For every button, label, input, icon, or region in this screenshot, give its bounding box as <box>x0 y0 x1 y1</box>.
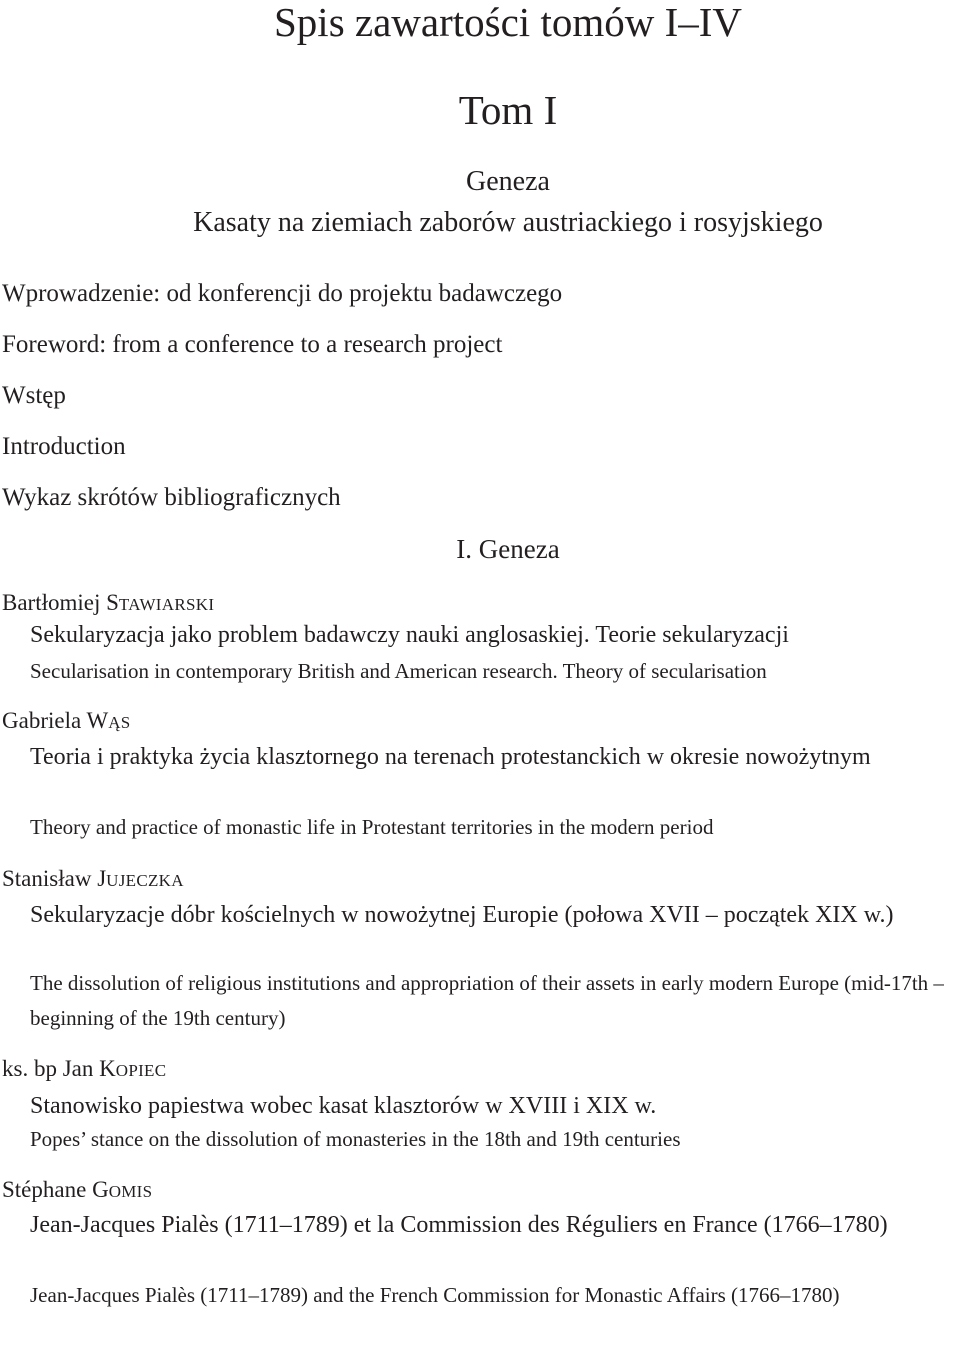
entry-title-pl: Teoria i praktyka życia klasztornego na terenach protestanckich w okresie nowożytnym <box>30 744 871 770</box>
volume-subtitle-2: Kasaty na ziemiach zaborów austriackiego i rosyjskiego <box>193 207 823 238</box>
author-first-name: Bartłomiej <box>2 590 107 615</box>
author-last-name: ĄS <box>108 713 131 732</box>
front-matter-item: Introduction <box>2 433 126 460</box>
entry-author <box>2 1176 152 1206</box>
front-matter-item: Foreword: from a conference to a research project <box>2 331 503 358</box>
author-last-initial: J <box>97 866 107 891</box>
author-first-name: Stanisław <box>2 866 98 891</box>
author-last-initial: K <box>99 1056 116 1081</box>
entry-title-en: The dissolution of religious institutions and appropriation of their assets in early modern Europe (mid-17th – beginning of the 19th century) <box>30 971 944 1030</box>
front-matter-item: Wprowadzenie: od konferencji do projektu badawczego <box>2 280 563 307</box>
entry-author <box>2 1055 166 1085</box>
front-matter-item: Wstęp <box>2 382 66 409</box>
entry-title-pl: Sekularyzacje dóbr kościelnych w nowożytnej Europie (połowa XVII – początek XIX w.) <box>30 902 894 928</box>
entry-title-en: Popes’ stance on the dissolution of monasteries in the 18th and 19th centuries <box>30 1127 681 1151</box>
volume-subtitle: Geneza <box>466 166 550 197</box>
entry-author <box>2 707 131 737</box>
author-last-name: OMIS <box>108 1182 153 1201</box>
entry-title-pl: Jean-Jacques Pialès (1711–1789) et la Commission des Réguliers en France (1766–1780) <box>30 1212 888 1238</box>
author-last-initial: S <box>106 590 119 615</box>
entry-author <box>2 865 184 895</box>
author-last-name: TAWIARSKI <box>118 595 215 614</box>
author-first-name: Gabriela <box>2 708 87 733</box>
document-title: Spis zawartości tomów I–IV <box>274 0 742 45</box>
entry-author <box>2 589 214 619</box>
entry-title-en: Theory and practice of monastic life in Protestant territories in the modern period <box>30 815 714 839</box>
author-first-name: ks. bp Jan <box>2 1056 100 1081</box>
author-last-initial: W <box>86 708 109 733</box>
entry-title-en: Secularisation in contemporary British and American research. Theory of secularisation <box>30 659 767 683</box>
entry-title-pl: Stanowisko papiestwa wobec kasat klasztorów w XVIII i XIX w. <box>30 1093 657 1119</box>
author-last-name: OPIEC <box>115 1061 167 1080</box>
entry-title-en: Jean-Jacques Pialès (1711–1789) and the French Commission for Monastic Affairs (1766–1780) <box>30 1283 840 1307</box>
front-matter-item: Wykaz skrótów bibliograficznych <box>2 484 341 511</box>
entry-title-pl: Sekularyzacja jako problem badawczy nauki anglosaskiej. Teorie sekularyzacji <box>30 622 789 648</box>
author-last-initial: G <box>92 1177 109 1202</box>
author-first-name: Stéphane <box>2 1177 93 1202</box>
author-last-name: UJECZKA <box>106 871 184 890</box>
volume-heading: Tom I <box>458 87 558 133</box>
part-heading: I. Geneza <box>456 534 560 564</box>
